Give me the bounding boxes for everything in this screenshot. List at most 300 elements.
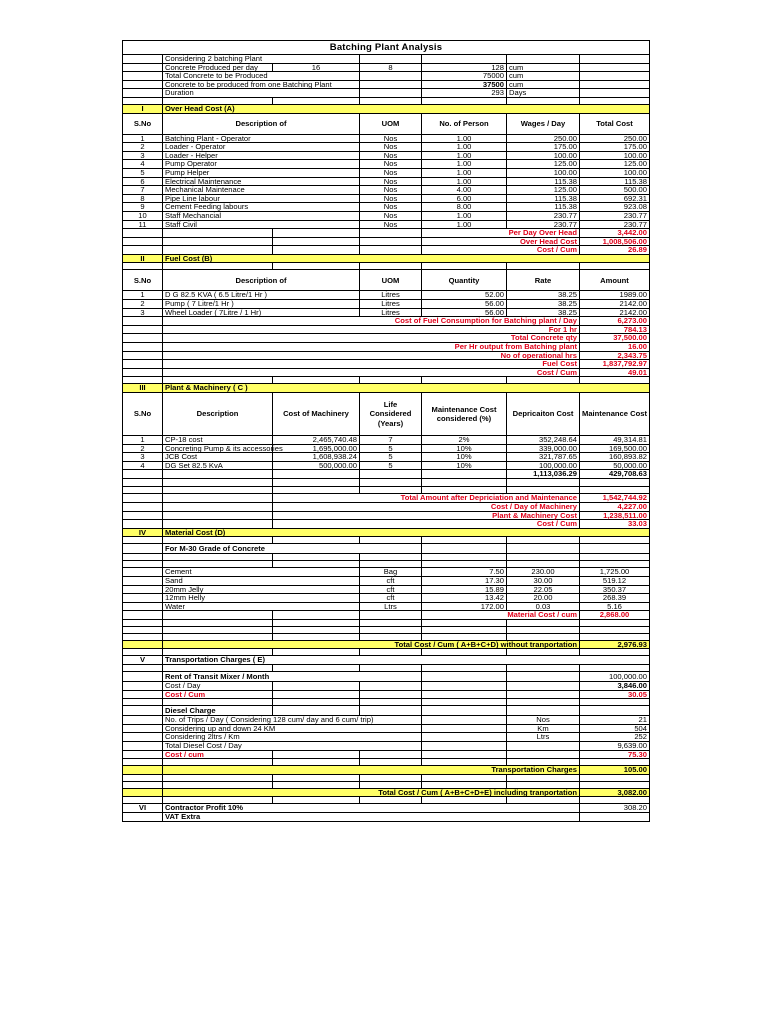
diesel-label: Considering 2ltrs / Km — [163, 733, 422, 742]
cell — [123, 766, 163, 775]
description: Pump Operator — [163, 160, 360, 169]
cell — [123, 724, 163, 733]
diesel-value: 252 — [580, 733, 650, 742]
profit-value: 308.20 — [580, 804, 650, 813]
table-row — [123, 626, 650, 633]
cell — [273, 554, 360, 561]
cell — [123, 672, 163, 682]
cell — [580, 619, 650, 626]
amount: 350.37 — [580, 585, 650, 594]
cell — [273, 470, 360, 479]
persons: 1.00 — [422, 151, 507, 160]
transport-label: Transportation Charges — [163, 766, 580, 775]
cell — [273, 237, 360, 246]
rate: 30.00 — [507, 576, 580, 585]
grand-total-label: Total Cost / Cum ( A+B+C+D+E) including tranportation — [163, 788, 580, 797]
description: Staff Mechancial — [163, 211, 360, 220]
description: Pump Helper — [163, 168, 360, 177]
cell — [422, 716, 507, 725]
cell — [123, 368, 163, 377]
cell — [273, 377, 360, 384]
total-cost: 100.00 — [580, 168, 650, 177]
diesel-unit: Km — [507, 724, 580, 733]
grand-total-label: Total Cost / Cum ( A+B+C+D) without tranportation — [163, 640, 580, 649]
cell — [422, 742, 507, 751]
total-label: Plant & Machinery Cost — [273, 511, 580, 520]
intro-value: 75000 — [422, 72, 507, 81]
cell — [163, 626, 273, 633]
grade-label: For M-30 Grade of Concrete — [163, 544, 422, 554]
total-cost: 692.31 — [580, 194, 650, 203]
total-value: 784.13 — [580, 325, 650, 334]
cell — [422, 626, 507, 633]
life-years: 5 — [360, 444, 422, 453]
diesel-unit: Ltrs — [507, 733, 580, 742]
cell — [507, 797, 580, 804]
cell — [422, 690, 507, 699]
unit: cft — [360, 585, 422, 594]
cell — [123, 237, 163, 246]
sno: 8 — [123, 194, 163, 203]
cell — [422, 733, 507, 742]
cell — [580, 649, 650, 656]
description: D G 82.5 KVA ( 6.5 Litre/1 Hr ) — [163, 291, 360, 300]
sno: 4 — [123, 461, 163, 470]
cell — [507, 672, 580, 682]
cell — [273, 750, 360, 759]
cell — [163, 554, 273, 561]
col-header: S.No — [123, 393, 163, 436]
quantity: 17.30 — [422, 576, 507, 585]
total-cost: 125.00 — [580, 160, 650, 169]
unit: Bag — [360, 568, 422, 577]
cell — [507, 682, 580, 691]
total-label: Fuel Cost — [163, 360, 580, 369]
table-row — [123, 143, 650, 152]
cell — [273, 649, 360, 656]
amount: 5.16 — [580, 602, 650, 611]
wages: 115.38 — [507, 194, 580, 203]
uom: Litres — [360, 291, 422, 300]
cell — [273, 774, 360, 781]
table-row — [123, 168, 650, 177]
diesel-value: 9,639.00 — [580, 742, 650, 751]
cell — [123, 633, 163, 640]
uom: Nos — [360, 220, 422, 229]
cell — [123, 487, 163, 494]
depreciation-subtotal: 1,113,036.29 — [507, 470, 580, 479]
table-row — [123, 672, 650, 682]
sheet-title: Batching Plant Analysis — [123, 41, 650, 55]
cell — [360, 774, 422, 781]
cell — [580, 537, 650, 544]
cell — [123, 334, 163, 343]
table-row — [123, 453, 650, 462]
sno: 10 — [123, 211, 163, 220]
sno: 2 — [123, 300, 163, 309]
cell — [273, 797, 360, 804]
description: CP-18 cost — [163, 436, 273, 445]
total-cost: 250.00 — [580, 134, 650, 143]
cell — [507, 649, 580, 656]
total-label: Cost / Day of Machinery — [273, 502, 580, 511]
cell — [163, 537, 273, 544]
life-years: 5 — [360, 461, 422, 470]
uom: Nos — [360, 168, 422, 177]
table-row — [123, 270, 650, 291]
section-title: Fuel Cost (B) — [163, 254, 650, 263]
table-row — [123, 774, 650, 781]
unit: cft — [360, 576, 422, 585]
cell — [507, 537, 580, 544]
cell — [273, 706, 360, 716]
cell — [507, 619, 580, 626]
persons: 4.00 — [422, 186, 507, 195]
table-row — [123, 706, 650, 716]
total-value: 33.03 — [580, 520, 650, 529]
wages: 115.38 — [507, 177, 580, 186]
cell — [123, 470, 163, 479]
cell — [422, 706, 507, 716]
grand-total-value: 3,082.00 — [580, 788, 650, 797]
table-row — [123, 537, 650, 544]
table-row — [123, 690, 650, 699]
unit: Ltrs — [360, 602, 422, 611]
description: JCB Cost — [163, 453, 273, 462]
total-value: 2,868.00 — [580, 611, 650, 620]
sno: 9 — [123, 203, 163, 212]
description: Mechanical Maintenace — [163, 186, 360, 195]
cell — [163, 511, 273, 520]
table-row — [123, 766, 650, 775]
table-row — [123, 611, 650, 620]
uom: Nos — [360, 143, 422, 152]
cell — [123, 640, 163, 649]
cell — [123, 554, 163, 561]
uom: Litres — [360, 308, 422, 317]
col-header: Rate — [507, 270, 580, 291]
total-value: 2,343.75 — [580, 351, 650, 360]
diesel-unit — [507, 742, 580, 751]
persons: 1.00 — [422, 211, 507, 220]
wages: 175.00 — [507, 143, 580, 152]
cell — [123, 502, 163, 511]
cell — [422, 649, 507, 656]
col-header: UOM — [360, 270, 422, 291]
cell — [360, 699, 422, 706]
rate: 230.00 — [507, 568, 580, 577]
diesel-unit: Nos — [507, 716, 580, 725]
table-row — [123, 804, 650, 813]
cell — [123, 585, 163, 594]
cell — [422, 544, 507, 554]
table-row — [123, 436, 650, 445]
intro-unit: Days — [507, 89, 580, 98]
total-label: Material Cost / cum — [422, 611, 580, 620]
cell — [422, 682, 507, 691]
table-row — [123, 682, 650, 691]
table-row — [123, 528, 650, 537]
cell — [507, 690, 580, 699]
plant-count-b: 8 — [360, 63, 422, 72]
description: Loader - Helper — [163, 151, 360, 160]
cell — [360, 377, 422, 384]
persons: 1.00 — [422, 134, 507, 143]
cell — [123, 343, 163, 352]
table-row — [123, 263, 650, 270]
cell — [123, 325, 163, 334]
cell — [163, 774, 273, 781]
cell — [163, 781, 273, 788]
cell — [422, 672, 507, 682]
cell — [422, 554, 507, 561]
material: Sand — [163, 576, 360, 585]
machinery-cost: 2,465,740.48 — [273, 436, 360, 445]
grand-total-value: 2,976.93 — [580, 640, 650, 649]
col-header: Wages / Day — [507, 113, 580, 134]
col-header: Maintenance Cost — [580, 393, 650, 436]
cell — [163, 633, 273, 640]
wages: 230.77 — [507, 211, 580, 220]
cell — [580, 699, 650, 706]
total-cost: 923.08 — [580, 203, 650, 212]
cell — [123, 520, 163, 529]
cell — [507, 665, 580, 672]
cell — [123, 568, 163, 577]
table-row — [123, 343, 650, 352]
batching-plant-sheet — [122, 40, 650, 822]
cell — [123, 781, 163, 788]
cell — [123, 611, 163, 620]
cell — [123, 742, 163, 751]
total-value: 1,542,744.92 — [580, 494, 650, 503]
maintenance-subtotal: 429,708.63 — [580, 470, 650, 479]
section-number: II — [123, 254, 163, 263]
cell — [507, 699, 580, 706]
maintenance-cost: 160,893.82 — [580, 453, 650, 462]
col-header: Total Cost — [580, 113, 650, 134]
rate: 22.05 — [507, 585, 580, 594]
col-header: Amount — [580, 270, 650, 291]
cell — [360, 537, 422, 544]
total-cost: 175.00 — [580, 143, 650, 152]
cell — [360, 237, 422, 246]
section-title: Over Head Cost (A) — [163, 104, 650, 113]
sno: 3 — [123, 151, 163, 160]
quantity: 13.42 — [422, 594, 507, 603]
table-row — [123, 478, 650, 486]
material: 20mm Jelly — [163, 585, 360, 594]
material: Cement — [163, 568, 360, 577]
diesel-title: Diesel Charge — [163, 706, 273, 716]
cell — [123, 511, 163, 520]
cell — [360, 611, 422, 620]
cell — [507, 626, 580, 633]
cell — [163, 699, 273, 706]
total-value: 6,273.00 — [580, 317, 650, 326]
cell — [163, 487, 273, 494]
description: Electrical Maintenance — [163, 177, 360, 186]
cell — [273, 699, 360, 706]
cell — [123, 494, 163, 503]
depreciation-cost: 321,787.65 — [507, 453, 580, 462]
amount: 1,725.00 — [580, 568, 650, 577]
persons: 1.00 — [422, 177, 507, 186]
persons: 1.00 — [422, 143, 507, 152]
cell — [507, 554, 580, 561]
cell — [422, 797, 507, 804]
table-row — [123, 742, 650, 751]
description: Staff Civil — [163, 220, 360, 229]
section-number: III — [123, 384, 163, 393]
total-label: Per Day Over Head — [422, 229, 580, 238]
description: Concreting Pump & its accessories — [163, 444, 273, 453]
total-value: 1,837,792.97 — [580, 360, 650, 369]
life-years: 5 — [360, 453, 422, 462]
persons: 1.00 — [422, 160, 507, 169]
col-header: Description of — [163, 270, 360, 291]
cell — [123, 576, 163, 585]
cell — [360, 246, 422, 255]
diesel-label: No. of Trips / Day ( Considering 128 cum/ day and 6 cum/ trip) — [163, 716, 422, 725]
section-title: Plant & Machinery ( C ) — [163, 384, 650, 393]
cell — [422, 377, 507, 384]
cell — [580, 706, 650, 716]
cell — [163, 619, 273, 626]
cell — [580, 774, 650, 781]
table-row — [123, 750, 650, 759]
intro-unit: cum — [507, 72, 580, 81]
table-row — [123, 619, 650, 626]
total-value: 26.89 — [580, 246, 650, 255]
sno: 2 — [123, 444, 163, 453]
sno: 3 — [123, 453, 163, 462]
cell — [273, 781, 360, 788]
cell — [580, 377, 650, 384]
total-cost: 230.77 — [580, 211, 650, 220]
total-cost: 500.00 — [580, 186, 650, 195]
vat-label: VAT Extra — [163, 813, 580, 822]
plant-count-a: 16 — [273, 63, 360, 72]
diesel-value: 21 — [580, 716, 650, 725]
cell — [123, 317, 163, 326]
section-number: VI — [123, 804, 163, 813]
cell — [422, 665, 507, 672]
total-label: Per Hr output from Batching plant — [163, 343, 580, 352]
depreciation-cost: 100,000.00 — [507, 461, 580, 470]
maintenance-cost: 49,314.81 — [580, 436, 650, 445]
cell — [273, 690, 360, 699]
total-label: For 1 hr — [163, 325, 580, 334]
cell — [580, 813, 650, 822]
rent-value: 100,000.00 — [580, 672, 650, 682]
section-number: V — [123, 656, 163, 665]
cost-day-value: 3,846.00 — [580, 682, 650, 691]
table-row — [123, 640, 650, 649]
quantity: 15.89 — [422, 585, 507, 594]
unit: cft — [360, 594, 422, 603]
wages: 230.77 — [507, 220, 580, 229]
cost-cum-label: Cost / Cum — [163, 690, 273, 699]
cell — [273, 611, 360, 620]
persons: 8.00 — [422, 203, 507, 212]
cell — [422, 699, 507, 706]
diesel-label: Total Diesel Cost / Day — [163, 742, 422, 751]
table-row — [123, 393, 650, 436]
wages: 115.38 — [507, 203, 580, 212]
total-label: Over Head Cost — [422, 237, 580, 246]
intro-label: Duration — [163, 89, 360, 98]
table-row — [123, 576, 650, 585]
machinery-cost: 1,695,000.00 — [273, 444, 360, 453]
cell — [273, 759, 360, 766]
sno: 3 — [123, 308, 163, 317]
section-number: I — [123, 104, 163, 113]
total-value: 49.01 — [580, 368, 650, 377]
uom: Nos — [360, 186, 422, 195]
uom: Nos — [360, 151, 422, 160]
description: Loader - Operator — [163, 143, 360, 152]
table-row — [123, 699, 650, 706]
wages: 250.00 — [507, 134, 580, 143]
col-header: No. of Person — [422, 113, 507, 134]
total-label: Total Amount after Depriciation and Maintenance — [273, 494, 580, 503]
cell — [507, 544, 580, 554]
cell — [123, 360, 163, 369]
cost-day-label: Cost / Day — [163, 682, 273, 691]
rate: 20.00 — [507, 594, 580, 603]
cost-cum-value: 30.05 — [580, 690, 650, 699]
col-header: Depricaiton Cost — [507, 393, 580, 436]
depreciation-cost: 352,248.64 — [507, 436, 580, 445]
cell — [360, 626, 422, 633]
cell — [422, 263, 507, 270]
sno: 7 — [123, 186, 163, 195]
cell — [507, 750, 580, 759]
cell — [273, 263, 360, 270]
cell — [360, 665, 422, 672]
quantity: 56.00 — [422, 308, 507, 317]
section-title: Transportation Charges ( E) — [163, 656, 650, 665]
quantity: 52.00 — [422, 291, 507, 300]
total-cost: 100.00 — [580, 151, 650, 160]
table-row — [123, 788, 650, 797]
sno: 1 — [123, 436, 163, 445]
cell — [360, 478, 422, 486]
cell — [360, 263, 422, 270]
total-label: Cost / Cum — [163, 368, 580, 377]
cell — [123, 699, 163, 706]
cell — [360, 759, 422, 766]
diesel-value: 504 — [580, 724, 650, 733]
section-number: IV — [123, 528, 163, 537]
maintenance-cost: 50,000.00 — [580, 461, 650, 470]
table-row — [123, 470, 650, 479]
cell — [360, 750, 422, 759]
cell — [507, 377, 580, 384]
cell — [163, 502, 273, 511]
cell — [360, 690, 422, 699]
maintenance-pct: 10% — [422, 444, 507, 453]
cell — [163, 611, 273, 620]
description: Pump ( 7 Litre/1 Hr ) — [163, 300, 360, 309]
sno: 4 — [123, 160, 163, 169]
cell — [123, 619, 163, 626]
cell — [163, 229, 273, 238]
cell — [123, 665, 163, 672]
quantity: 56.00 — [422, 300, 507, 309]
intro-label: Considering 2 batching Plant — [163, 55, 360, 64]
